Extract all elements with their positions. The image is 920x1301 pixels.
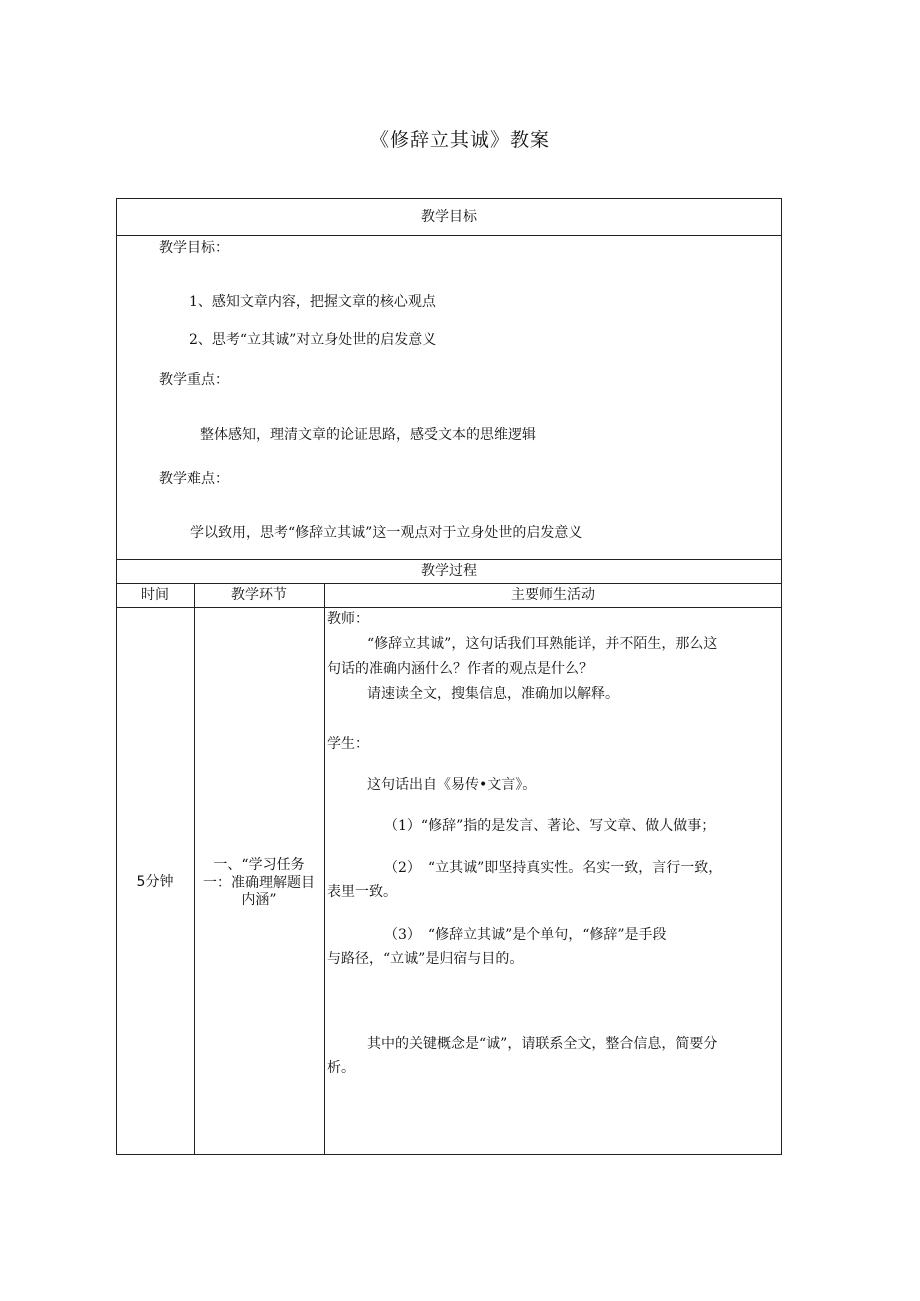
difficulties-text: 学以致用，思考“修辞立其诚”这一观点对于立身处世的启发意义: [190, 525, 583, 541]
point-1: （1）“修辞”指的是发言、著论、写文章、做人做事；: [384, 818, 716, 834]
row-divider: [116, 559, 782, 560]
document-title: 《修辞立其诚》教案: [369, 129, 550, 151]
point-2: （2） “立其诚”即坚持真实性。名实一致，言行一致，: [384, 860, 723, 876]
student-label: 学生：: [327, 736, 369, 752]
stage-cell-line: 一：准确理解题目: [203, 875, 315, 891]
process-header: 教学过程: [421, 563, 477, 579]
teacher-question: “修辞立其诚”，这句话我们耳熟能详，并不陌生，那么这: [367, 636, 718, 652]
column-header-stage: 教学环节: [231, 587, 287, 603]
key-points-text: 整体感知，理清文章的论证思路，感受文本的思维逻辑: [200, 427, 536, 443]
point-2-cont: 表里一致。: [327, 884, 397, 900]
column-divider: [324, 583, 325, 1155]
column-header-activity: 主要师生活动: [511, 587, 595, 603]
difficulties-label: 教学难点：: [159, 471, 229, 487]
teacher-instruction: 请速读全文，搜集信息，准确加以解释。: [367, 686, 619, 702]
row-divider: [116, 583, 782, 584]
key-concept-prompt-cont: 析。: [327, 1060, 355, 1076]
objectives-header: 教学目标: [421, 209, 477, 225]
point-3-cont: 与路径，“立诚”是归宿与目的。: [327, 951, 524, 967]
key-points-label: 教学重点：: [159, 372, 229, 388]
source-text: 这句话出自《易传•文言》。: [367, 777, 537, 793]
point-3: （3） “修辞立其诚”是个单句，“修辞”是手段: [384, 927, 667, 943]
time-cell: 5分钟: [136, 874, 174, 890]
stage-cell-line: 内涵”: [241, 892, 277, 908]
teacher-question: 句话的准确内涵什么？作者的观点是什么？: [327, 661, 593, 677]
row-divider: [116, 235, 782, 236]
stage-cell-line: 一、“学习任务: [213, 857, 305, 873]
key-concept-prompt: 其中的关键概念是“诚”，请联系全文，整合信息，简要分: [367, 1036, 718, 1052]
goals-label: 教学目标：: [159, 240, 229, 256]
column-header-time: 时间: [141, 587, 169, 603]
goal-item: 1、感知文章内容，把握文章的核心观点: [189, 294, 436, 310]
row-divider: [116, 607, 782, 608]
goal-item: 2、思考“立其诚”对立身处世的启发意义: [189, 332, 437, 348]
teacher-label: 教师：: [327, 611, 369, 627]
